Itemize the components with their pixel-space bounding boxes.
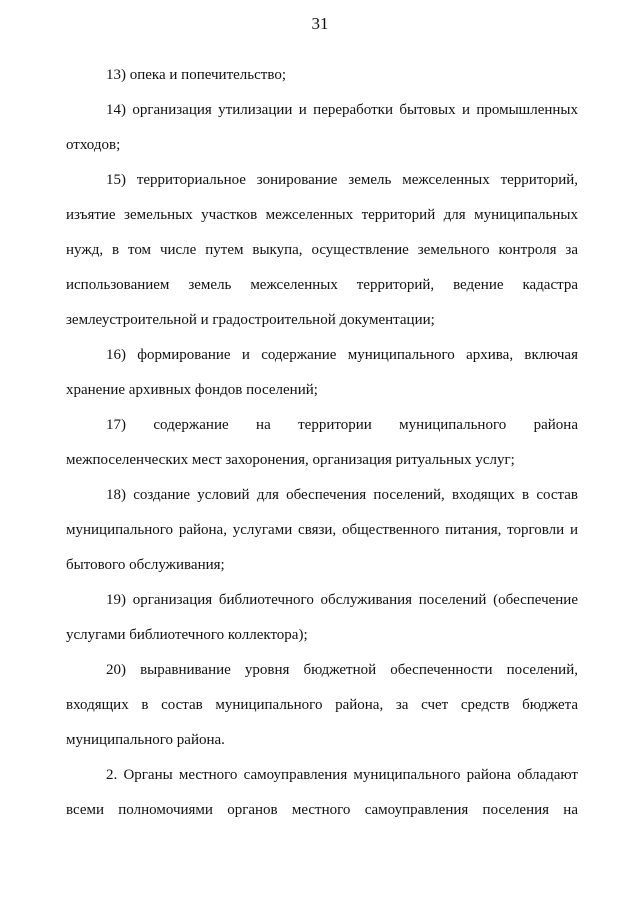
paragraph-clause-2 <box>66 758 578 828</box>
text-line: муниципального района. <box>66 732 225 748</box>
text-line: 19) организация библиотечного обслуживания поселений (обеспечение <box>106 592 578 608</box>
paragraph-item-15 <box>66 163 578 338</box>
text-line: 15) территориальное зонирование земель межселенных территорий, <box>106 172 578 188</box>
text-line: 18) создание условий для обеспечения поселений, входящих в состав <box>106 487 578 503</box>
text-line: услугами библиотечного коллектора); <box>66 627 308 643</box>
text-line: 16) формирование и содержание муниципального архива, включая <box>106 347 578 363</box>
text-line: входящих в состав муниципального района, за счет средств бюджета <box>66 697 578 713</box>
text-line: отходов; <box>66 137 121 153</box>
paragraph-item-19 <box>66 583 578 653</box>
paragraph-item-18 <box>66 478 578 583</box>
text-line: межпоселенческих мест захоронения, организация ритуальных услуг; <box>66 452 515 468</box>
text-line: изъятие земельных участков межселенных территорий для муниципальных <box>66 207 578 223</box>
page-number: 31 <box>311 14 329 33</box>
paragraph-item-13 <box>66 58 578 93</box>
text-line: 14) организация утилизации и переработки бытовых и промышленных <box>106 102 578 118</box>
text-line: хранение архивных фондов поселений; <box>66 382 318 398</box>
paragraph-item-16 <box>66 338 578 408</box>
text-line: 2. Органы местного самоуправления муниципального района обладают <box>106 767 578 783</box>
paragraph-item-17 <box>66 408 578 478</box>
text-line: всеми полномочиями органов местного самоуправления поселения на <box>66 802 578 818</box>
text-line: 13) опека и попечительство; <box>106 67 286 83</box>
paragraph-item-14 <box>66 93 578 163</box>
text-line: 20) выравнивание уровня бюджетной обеспеченности поселений, <box>106 662 578 678</box>
text-line: нужд, в том числе путем выкупа, осуществление земельного контроля за <box>66 242 578 258</box>
document-body <box>66 58 578 828</box>
text-line: бытового обслуживания; <box>66 557 225 573</box>
paragraph-item-20 <box>66 653 578 758</box>
text-line: использованием земель межселенных территорий, ведение кадастра <box>66 277 578 293</box>
text-line: землеустроительной и градостроительной документации; <box>66 312 435 328</box>
text-line: муниципального района, услугами связи, общественного питания, торговли и <box>66 522 578 538</box>
text-line: 17) содержание на территории муниципального района <box>106 417 578 433</box>
